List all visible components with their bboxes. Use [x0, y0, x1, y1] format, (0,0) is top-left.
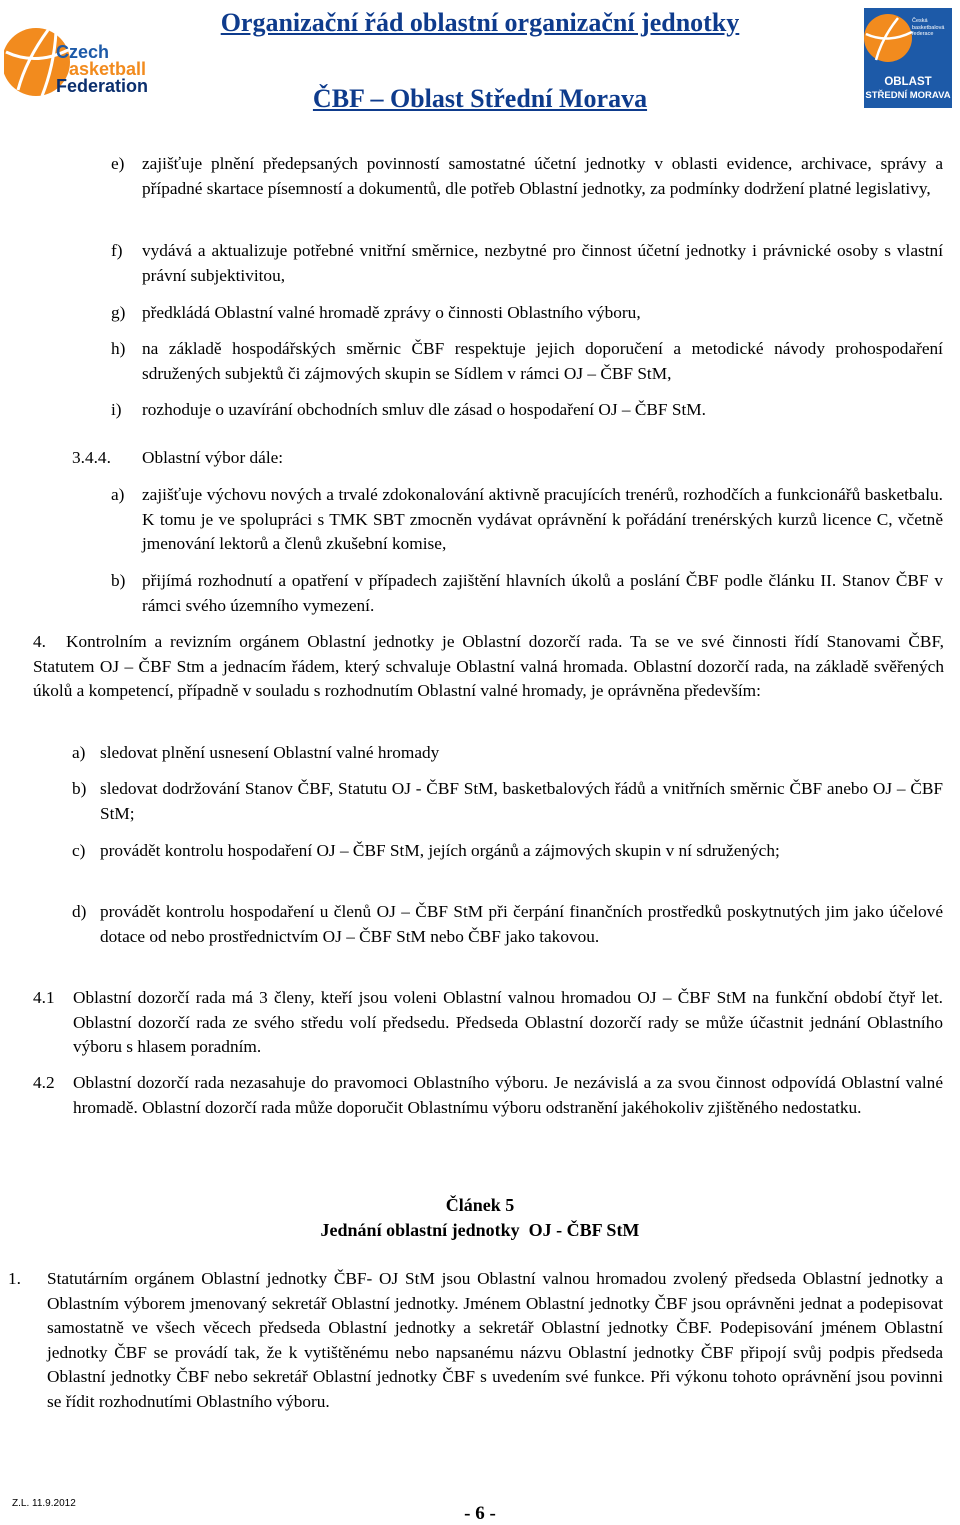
page-number: - 6 - — [464, 1503, 496, 1524]
badge-line-oblast: OBLAST — [884, 76, 932, 88]
logo-line-federation: Federation — [56, 76, 149, 96]
section-title: Oblastní výbor dále: — [142, 448, 284, 467]
item-text: sledovat dodržování Stanov ČBF, Statutu OJ - ČBF StM, basketbalových řádů a vnitřních směrnic ČBF anebo OJ – ČBF StM; — [100, 779, 943, 823]
article-subheading: Jednání oblastní jednotky OJ - ČBF StM — [320, 1220, 640, 1240]
item-text: provádět kontrolu hospodaření u členů OJ – ČBF StM při čerpání finančních prostředků poskytnutých jim jako účelové dotace od nebo prostřednictvím OJ – ČBF StM nebo ČBF jako takovou. — [100, 902, 943, 946]
item-text: předkládá Oblastní valné hromadě zprávy o činnosti Oblastního výboru, — [142, 303, 641, 322]
item-marker: d) — [72, 902, 87, 921]
item-marker: a) — [111, 485, 125, 504]
item-marker: g) — [111, 303, 126, 322]
item-marker: e) — [111, 154, 125, 173]
article-heading: Článek 5 — [445, 1195, 515, 1215]
badge-small-text-3: federace — [912, 31, 934, 37]
item-text: provádět kontrolu hospodaření OJ – ČBF StM, jejích orgánů a zájmových skupin v ní sdružených; — [100, 841, 780, 860]
section-number: 4. — [33, 632, 46, 651]
item-text: zajišťuje plnění předepsaných povinností samostatné účetní jednotky v oblasti evidence, archivace, správy a případné skartace písemností a dokumentů, dle potřeb Oblastní jednotky, za podmínky dodržení platné legislativy, — [142, 154, 943, 198]
item-marker: i) — [111, 400, 122, 419]
item-text: sledovat plnění usnesení Oblastní valné hromady — [100, 743, 440, 762]
section-text: Kontrolním a revizním orgánem Oblastní jednotky je Oblastní dozorčí rada. Ta se ve své činnosti řídí Stanovami ČBF, Statutem OJ – ČBF Stm a jednacím řádem, který schvaluje Oblastní valná hromada. Oblastní dozorčí rada, na základě svěřených úkolů a kompetencí, případně v souladu s rozhodnutím Oblastní valné hromady, je oprávněna především: — [33, 632, 944, 701]
item-marker: c) — [72, 841, 86, 860]
oblast-stredni-morava-logo — [858, 4, 958, 112]
logo-line-basketball: Basketball — [56, 59, 147, 79]
item-text: na základě hospodářských směrnic ČBF respektuje jejich doporučení a metodické návody prohospodaření sdružených subjektů či zájmových skupin se Sídlem v rámci OJ – ČBF StM, — [142, 339, 943, 383]
badge-line-region: STŘEDNÍ MORAVA — [865, 90, 951, 101]
item-marker: b) — [111, 571, 126, 590]
section-text: Oblastní dozorčí rada nezasahuje do pravomoci Oblastního výboru. Je nezávislá a za svou činnost odpovídá Oblastní valné hromadě. Oblastní dozorčí rada může doporučit Oblastnímu výboru odstranění jakéhokoliv zjištěného nedostatku. — [73, 1073, 943, 1117]
footer-date: Z.L. 11.9.2012 — [12, 1498, 76, 1509]
item-marker: b) — [72, 779, 87, 798]
badge-small-text-2: basketbalová — [912, 24, 945, 31]
section-number: 3.4.4. — [72, 448, 111, 467]
badge-small-text-1: Česká — [912, 18, 928, 24]
item-text: zajišťuje výchovu nových a trvalé zdokonalování aktivně pracujících trenérů, rozhodčích a funkcionářů basketbalu. K tomu je ve spolupráci s TMK SBT zmocněn vydávat oprávnění k pořádání trenérských kurzů licence C, včetně jmenování lektorů a členů zkušební komise, — [142, 485, 943, 554]
paragraph-text: Statutárním orgánem Oblastní jednotky ČBF- OJ StM jsou Oblastní valnou hromadou zvolený předseda Oblastní jednotky a Oblastním výborem jmenovaný sekretář Oblastní jednotky. Jménem Oblastní jednotky ČBF jsou oprávněni jednat a podepisovat samostatně ve všech věcech předseda Oblastní jednotky a sekretář Oblastní jednotky ČBF. Podepisování jménem Oblastní jednotky ČBF se provádí tak, že k vytištěnému nebo napsanému názvu Oblastní jednotky ČBF připojí svůj podpis předseda Oblastní jednotky ČBF nebo sekretář Oblastní jednotky ČBF s uvedením své funkce. Při výkonu tohoto oprávnění jsou povinni se řídit rozhodnutími Oblastního výboru. — [47, 1269, 943, 1411]
section-number: 4.1 — [33, 988, 55, 1007]
section-text: Oblastní dozorčí rada má 3 členy, kteří jsou voleni Oblastní valnou hromadou OJ – ČBF StM na funkční období čtyř let. Oblastní dozorčí rada ze svého středu volí předsedu. Předseda Oblastní dozorčí rady se může účastnit jednání Oblastního výboru s hlasem poradním. — [73, 988, 943, 1057]
item-text: vydává a aktualizuje potřebné vnitřní směrnice, nezbytné pro činnost účetní jednotky i právnické osoby s vlastní právní subjektivitou, — [142, 241, 943, 285]
item-marker: a) — [72, 743, 86, 762]
item-text: rozhoduje o uzavírání obchodních smluv dle zásad o hospodaření OJ – ČBF StM. — [142, 400, 706, 419]
item-marker: h) — [111, 339, 126, 358]
paragraph-number: 1. — [8, 1269, 21, 1288]
item-marker: f) — [111, 241, 123, 260]
section-number: 4.2 — [33, 1073, 55, 1092]
logo-line-czech: Czech — [56, 42, 110, 62]
item-text: přijímá rozhodnutí a opatření v případech zajištění hlavních úkolů a poslání ČBF podle článku II. Stanov ČBF v rámci svého územního vymezení. — [142, 571, 943, 615]
document-title: Organizační řád oblastní organizační jednotky — [220, 8, 740, 37]
document-subtitle: ČBF – Oblast Střední Morava — [312, 84, 648, 113]
